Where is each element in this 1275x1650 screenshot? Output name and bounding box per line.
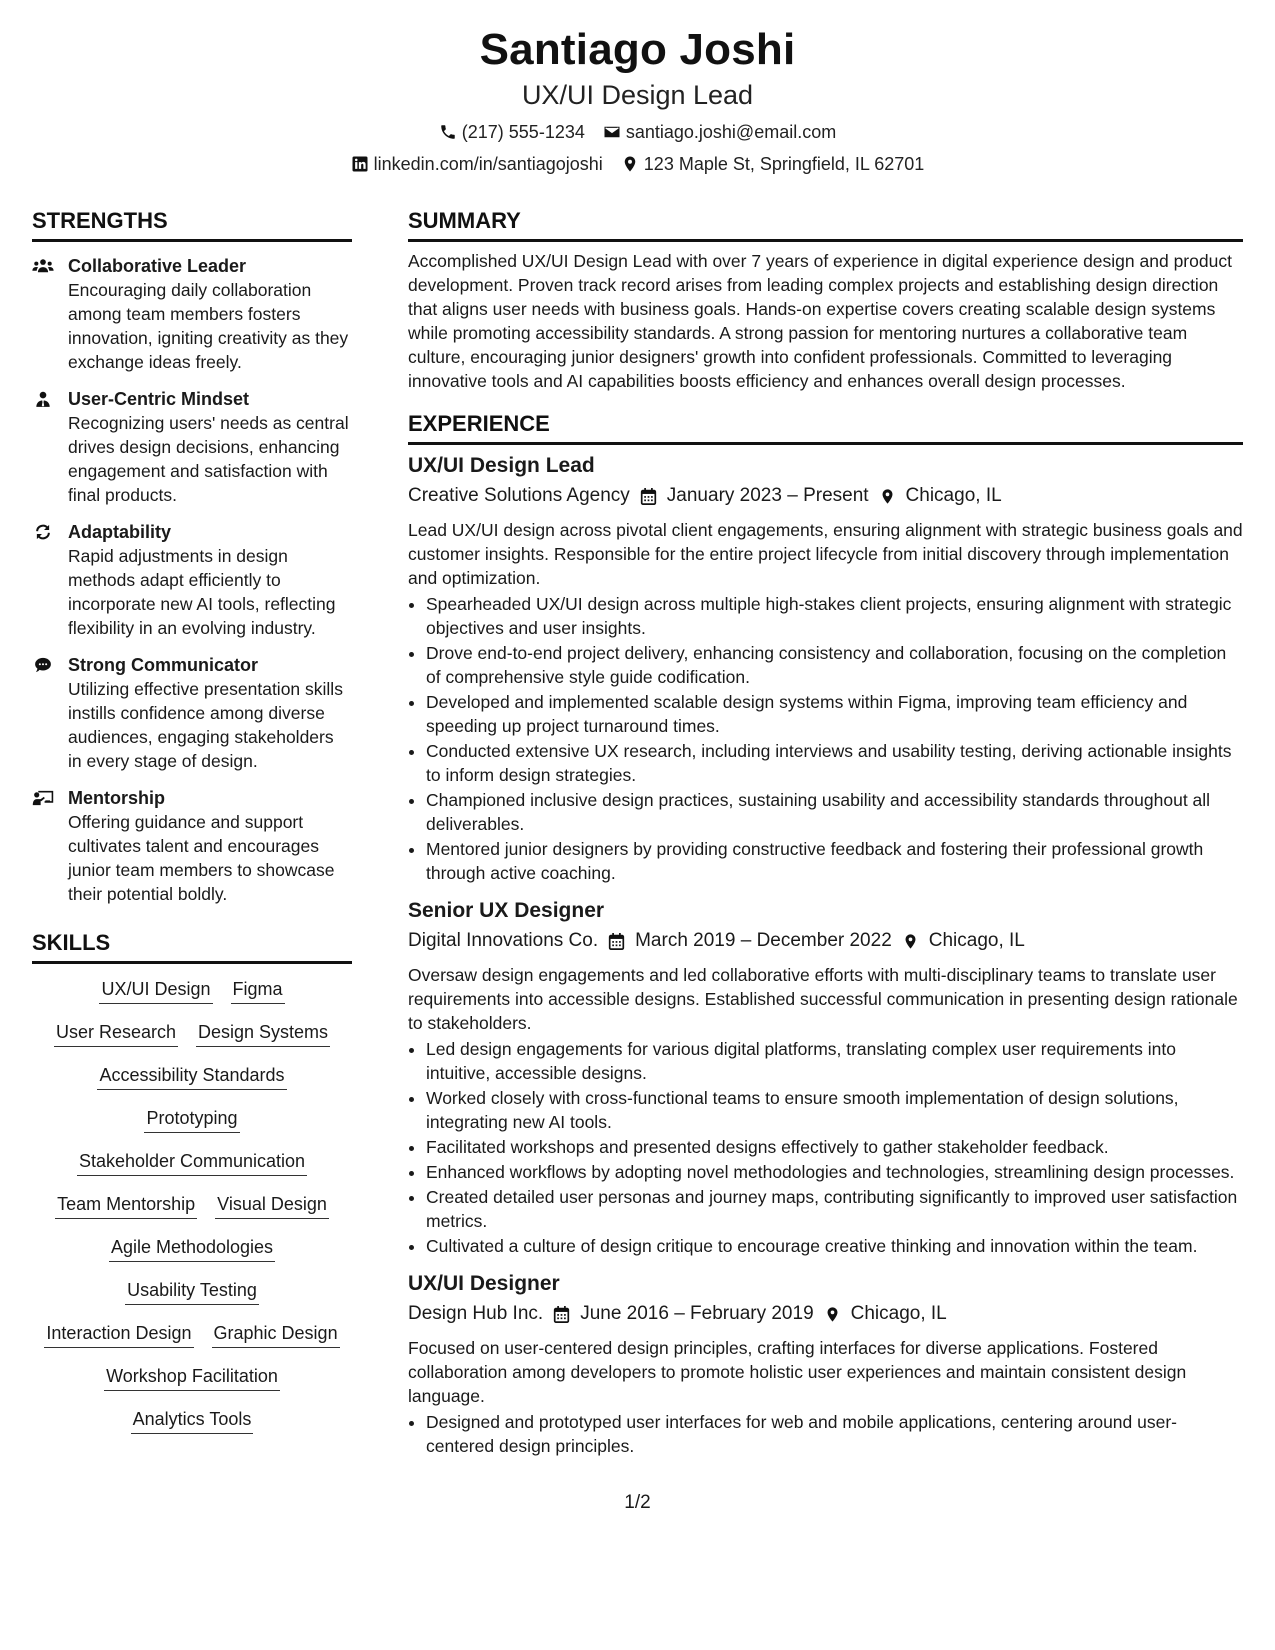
- resume-body: [32, 206, 1243, 1470]
- calendar-icon: [553, 1305, 570, 1324]
- job-bullet: • Championed inclusive design practices, sustaining usability and accessibility standards throughout all deliverables.: [426, 788, 1243, 836]
- skill-row: [32, 976, 352, 1019]
- job-dates: [640, 482, 869, 510]
- skill-tag: Interaction Design: [44, 1320, 193, 1348]
- strength-item: [32, 786, 352, 906]
- job-meta: [408, 927, 1243, 955]
- envelope-icon: [603, 123, 621, 141]
- job-location: [824, 1300, 947, 1328]
- users-icon: [32, 254, 56, 374]
- job-bullet: • Led design engagements for various digital platforms, translating complex user requirements into intuitive, accessible designs.: [426, 1037, 1243, 1085]
- job-description: Oversaw design engagements and led collaborative efforts with multi-disciplinary teams to translate user requirements into accessible designs. Established successful communication in presenting design rationale to stakeholders.: [408, 965, 1238, 1033]
- job-entry: [408, 897, 1243, 1258]
- strength-desc: Recognizing users' needs as central drives design decisions, enhancing engagement and satisfaction with final products.: [68, 413, 349, 505]
- chalkboard-teacher-icon: [32, 786, 56, 906]
- company-name: Creative Solutions Agency: [408, 485, 630, 506]
- linkedin-contact[interactable]: [351, 152, 603, 176]
- phone-contact: [439, 120, 585, 144]
- job-entry: [408, 1270, 1243, 1458]
- strength-title: Collaborative Leader: [68, 256, 247, 276]
- company-name: Design Hub Inc.: [408, 1303, 544, 1324]
- calendar-icon: [640, 487, 657, 506]
- job-location: [902, 927, 1025, 955]
- skill-tag: Design Systems: [196, 1019, 330, 1047]
- skill-row: [32, 1062, 352, 1105]
- job-description: Focused on user-centered design principles, crafting interfaces for diverse applications. Fostered collaboration among developers to promote holistic user experiences and maintain consistent design language.: [408, 1338, 1187, 1406]
- job-dates: [608, 927, 892, 955]
- phone-text: (217) 555-1234: [461, 122, 585, 142]
- email-text: santiago.joshi@email.com: [625, 122, 837, 142]
- linkedin-icon: [351, 155, 369, 173]
- job-location-text: Chicago, IL: [905, 485, 1002, 506]
- skill-tag: Prototyping: [144, 1105, 239, 1133]
- email-contact[interactable]: [603, 120, 836, 144]
- strength-title: User-Centric Mindset: [68, 389, 250, 409]
- map-marker-icon: [879, 487, 896, 506]
- skill-row: [32, 1277, 352, 1320]
- skill-tag: Team Mentorship: [55, 1191, 197, 1219]
- skill-row: [32, 1019, 352, 1062]
- address-contact: [621, 152, 925, 176]
- skill-row: [32, 1320, 352, 1363]
- skill-row: [32, 1234, 352, 1277]
- skills-list: [32, 976, 352, 1449]
- skill-row: [32, 1363, 352, 1406]
- strength-item: [32, 653, 352, 773]
- skill-tag: UX/UI Design: [99, 976, 212, 1004]
- job-bullet: • Conducted extensive UX research, including interviews and usability testing, deriving actionable insights to inform design strategies.: [426, 739, 1243, 787]
- job-bullet: • Drove end-to-end project delivery, enhancing consistency and collaboration, focusing on the completion of comprehensive style guide codification.: [426, 641, 1243, 689]
- strength-desc: Rapid adjustments in design methods adapt efficiently to incorporate new AI tools, reflecting flexibility in an evolving industry.: [68, 546, 336, 638]
- skill-tag: Usability Testing: [125, 1277, 259, 1305]
- summary-heading: SUMMARY: [408, 206, 1243, 242]
- job-bullet: • Created detailed user personas and journey maps, contributing significantly to improved user satisfaction metrics.: [426, 1185, 1243, 1233]
- strength-desc: Offering guidance and support cultivates talent and encourages junior team members to showcase their potential boldly.: [68, 812, 335, 904]
- job-bullets: [408, 1410, 1243, 1458]
- job-dates-text: March 2019 – December 2022: [635, 930, 892, 951]
- skill-row: [32, 1406, 352, 1449]
- skill-row: [32, 1105, 352, 1148]
- job-dates-text: June 2016 – February 2019: [580, 1303, 814, 1324]
- strengths-heading: STRENGTHS: [32, 206, 352, 242]
- job-meta: [408, 1300, 1243, 1328]
- comment-icon: [32, 653, 56, 773]
- strength-desc: Encouraging daily collaboration among team members fosters innovation, igniting creativity as they exchange ideas freely.: [68, 280, 349, 372]
- job-dates: [553, 1300, 813, 1328]
- job-bullet: • Spearheaded UX/UI design across multiple high-stakes client projects, ensuring alignment with strategic objectives and user insights.: [426, 592, 1243, 640]
- candidate-role: UX/UI Design Lead: [521, 80, 754, 110]
- job-bullet: • Worked closely with cross-functional teams to ensure smooth implementation of design solutions, integrating new AI tools.: [426, 1086, 1243, 1134]
- job-bullet: • Cultivated a culture of design critique to encourage creative thinking and innovation within the team.: [426, 1234, 1243, 1258]
- left-column: [32, 206, 352, 1470]
- right-column: [408, 206, 1243, 1470]
- skill-row: [32, 1148, 352, 1191]
- job-location-text: Chicago, IL: [850, 1303, 947, 1324]
- job-bullet: • Enhanced workflows by adopting novel methodologies and technologies, streamlining design processes.: [426, 1160, 1243, 1184]
- job-description: Lead UX/UI design across pivotal client engagements, ensuring alignment with strategic business goals and customer insights. Responsible for the entire project lifecycle from initial discovery through implementation and optimization.: [408, 520, 1243, 588]
- skill-tag: User Research: [54, 1019, 178, 1047]
- skill-tag: Graphic Design: [212, 1320, 340, 1348]
- summary-text: Accomplished UX/UI Design Lead with over 7 years of experience in digital experience design and product development. Proven track record arises from leading complex projects and establishing design direction that aligns user needs with business goals. Hands-on expertise covers creating scalable design systems while promoting accessibility standards. A strong passion for mentoring nurtures a collaborative team culture, encouraging junior designers' growth into confident professionals. Committed to leveraging innovative tools and AI capabilities boosts efficiency and enhances overall design processes.: [408, 251, 1232, 391]
- contact-row-2: [0, 152, 1275, 176]
- strength-title: Adaptability: [68, 522, 172, 542]
- job-entry: [408, 452, 1243, 885]
- skill-tag: Agile Methodologies: [109, 1234, 275, 1262]
- strength-item: [32, 254, 352, 374]
- job-bullet: • Designed and prototyped user interfaces for web and mobile applications, centering around user-centered design principles.: [426, 1410, 1243, 1458]
- user-tie-icon: [32, 387, 56, 507]
- job-location-text: Chicago, IL: [928, 930, 1025, 951]
- phone-icon: [439, 123, 457, 141]
- job-title: UX/UI Design Lead: [408, 454, 595, 477]
- linkedin-text: linkedin.com/in/santiagojoshi: [373, 154, 603, 174]
- skill-tag: Workshop Facilitation: [104, 1363, 280, 1391]
- strength-desc: Utilizing effective presentation skills instills confidence among diverse audiences, engaging stakeholders in every stage of design.: [68, 679, 343, 771]
- skill-tag: Accessibility Standards: [97, 1062, 286, 1090]
- skill-tag: Figma: [231, 976, 285, 1004]
- job-bullets: [408, 1037, 1243, 1258]
- map-marker-icon: [621, 155, 639, 173]
- job-meta: [408, 482, 1243, 510]
- page-number: 1/2: [624, 1492, 651, 1513]
- strength-title: Strong Communicator: [68, 655, 259, 675]
- job-dates-text: January 2023 – Present: [666, 485, 869, 506]
- skill-row: [32, 1191, 352, 1234]
- job-bullets: [408, 592, 1243, 885]
- skill-tag: Stakeholder Communication: [77, 1148, 307, 1176]
- company-name: Digital Innovations Co.: [408, 930, 599, 951]
- map-marker-icon: [902, 932, 919, 951]
- strength-title: Mentorship: [68, 788, 165, 808]
- job-bullet: • Developed and implemented scalable design systems within Figma, improving team efficiency and speeding up project turnaround times.: [426, 690, 1243, 738]
- strength-item: [32, 520, 352, 640]
- sync-icon: [32, 520, 56, 640]
- job-title: Senior UX Designer: [408, 899, 605, 922]
- resume-header: [0, 0, 1275, 176]
- candidate-name: Santiago Joshi: [479, 25, 796, 74]
- contact-row-1: [0, 120, 1275, 144]
- calendar-icon: [608, 932, 625, 951]
- skills-heading: SKILLS: [32, 928, 352, 964]
- job-bullet: • Facilitated workshops and presented designs effectively to gather stakeholder feedback.: [426, 1135, 1243, 1159]
- address-text: 123 Maple St, Springfield, IL 62701: [643, 154, 925, 174]
- experience-heading: EXPERIENCE: [408, 409, 1243, 445]
- skill-tag: Analytics Tools: [131, 1406, 254, 1434]
- job-title: UX/UI Designer: [408, 1272, 560, 1295]
- strength-item: [32, 387, 352, 507]
- job-location: [879, 482, 1002, 510]
- map-marker-icon: [824, 1305, 841, 1324]
- skill-tag: Visual Design: [215, 1191, 329, 1219]
- job-bullet: • Mentored junior designers by providing constructive feedback and fostering their professional growth through active coaching.: [426, 837, 1243, 885]
